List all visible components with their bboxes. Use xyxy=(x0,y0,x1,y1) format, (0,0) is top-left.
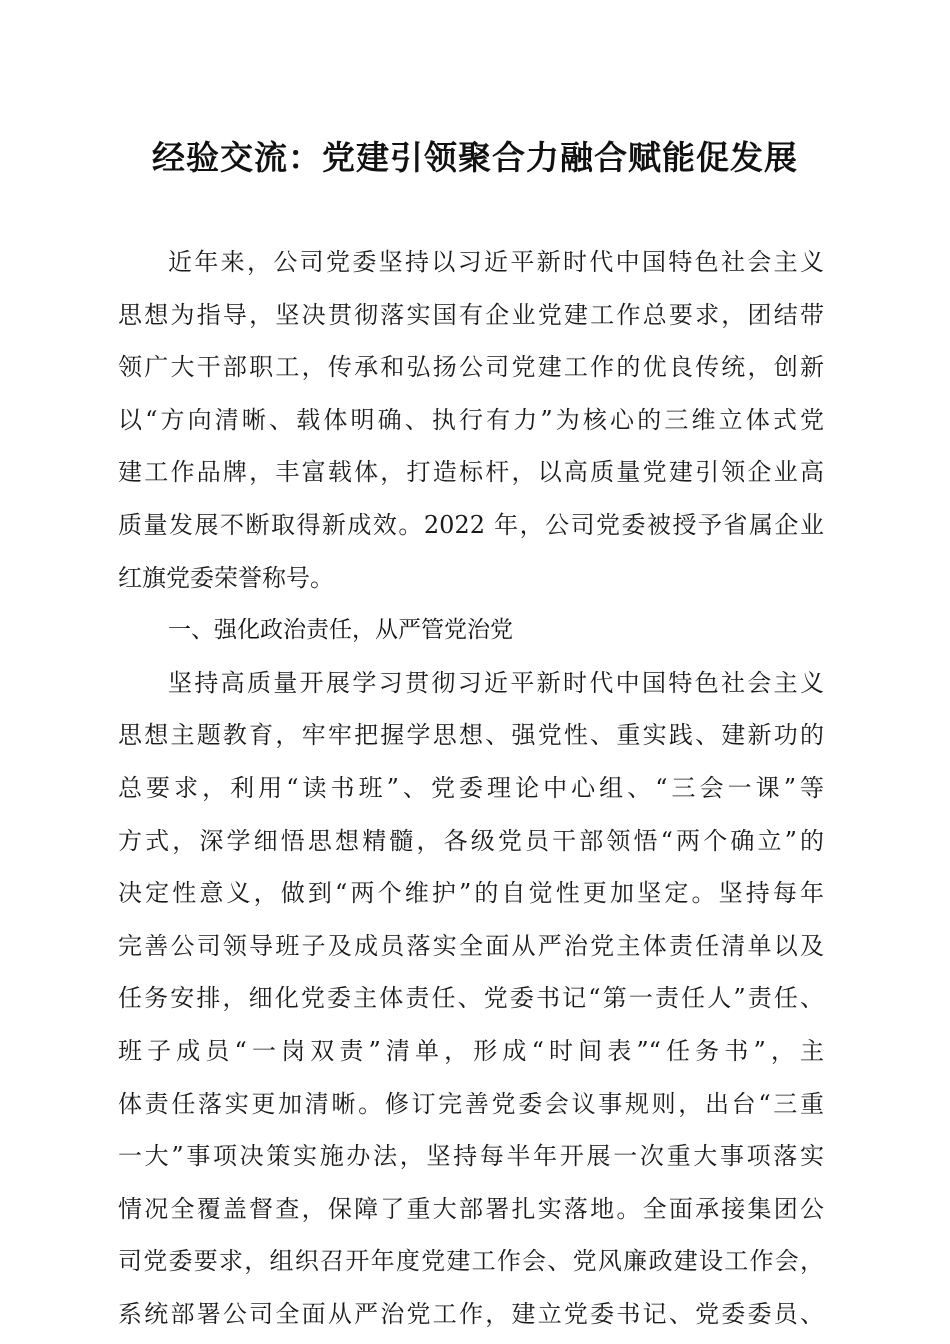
paragraph-line: 思想为指导，坚决贯彻落实国有企业党建工作总要求，团结带 xyxy=(118,300,824,329)
paragraph-line: 坚持高质量开展学习贯彻习近平新时代中国特色社会主义 xyxy=(168,668,824,697)
paragraph-line: 情况全覆盖督查，保障了重大部署扎实落地。全面承接集团公 xyxy=(118,1194,824,1223)
paragraph-line: 领广大干部职工，传承和弘扬公司党建工作的优良传统，创新 xyxy=(118,353,824,382)
paragraph-line: 近年来，公司党委坚持以习近平新时代中国特色社会主义 xyxy=(168,248,824,276)
paragraph-intro xyxy=(118,236,824,604)
paragraph-line: 以“方向清晰、载体明确、执行有力”为核心的三维立体式党 xyxy=(118,405,824,434)
paragraph-line: 完善公司领导班子及成员落实全面从严治党主体责任清单以及 xyxy=(118,931,824,960)
paragraph-line: 红旗党委荣誉称号。 xyxy=(118,563,334,592)
paragraph-line: 系统部署公司全面从严治党工作，建立党委书记、党委委员、 xyxy=(118,1299,824,1328)
paragraph-line: 司党委要求，组织召开年度党建工作会、党风廉政建设工作会， xyxy=(118,1247,824,1276)
paragraph-line: 班子成员“一岗双责”清单，形成“时间表”“任务书”，主 xyxy=(118,1036,824,1065)
paragraph-line: 任务安排，细化党委主体责任、党委书记“第一责任人”责任、 xyxy=(118,984,824,1013)
paragraph-line: 总要求，利用“读书班”、党委理论中心组、“三会一课”等 xyxy=(118,773,824,802)
paragraph-line: 一大”事项决策实施办法，坚持每半年开展一次重大事项落实 xyxy=(118,1142,824,1171)
paragraph-line: 方式，深学细悟思想精髓，各级党员干部领悟“两个确立”的 xyxy=(118,826,824,855)
paragraph-line: 质量发展不断取得新成效。2022 年，公司党委被授予省属企业 xyxy=(118,510,824,539)
paragraph-line: 建工作品牌，丰富载体，打造标杆，以高质量党建引领企业高 xyxy=(118,458,824,487)
paragraph-line: 思想主题教育，牢牢把握学思想、强党性、重实践、建新功的 xyxy=(118,721,824,750)
document-body xyxy=(118,236,824,1340)
paragraph-line: 决定性意义，做到“两个维护”的自觉性更加坚定。坚持每年 xyxy=(118,879,824,908)
paragraph-section-1 xyxy=(118,657,824,1341)
paragraph-line: 体责任落实更加清晰。修订完善党委会议事规则，出台“三重 xyxy=(118,1089,824,1118)
document-title: 经验交流：党建引领聚合力融合赋能促发展 xyxy=(152,138,798,177)
section-heading: 一、强化政治责任，从严管党治党 xyxy=(168,617,513,644)
